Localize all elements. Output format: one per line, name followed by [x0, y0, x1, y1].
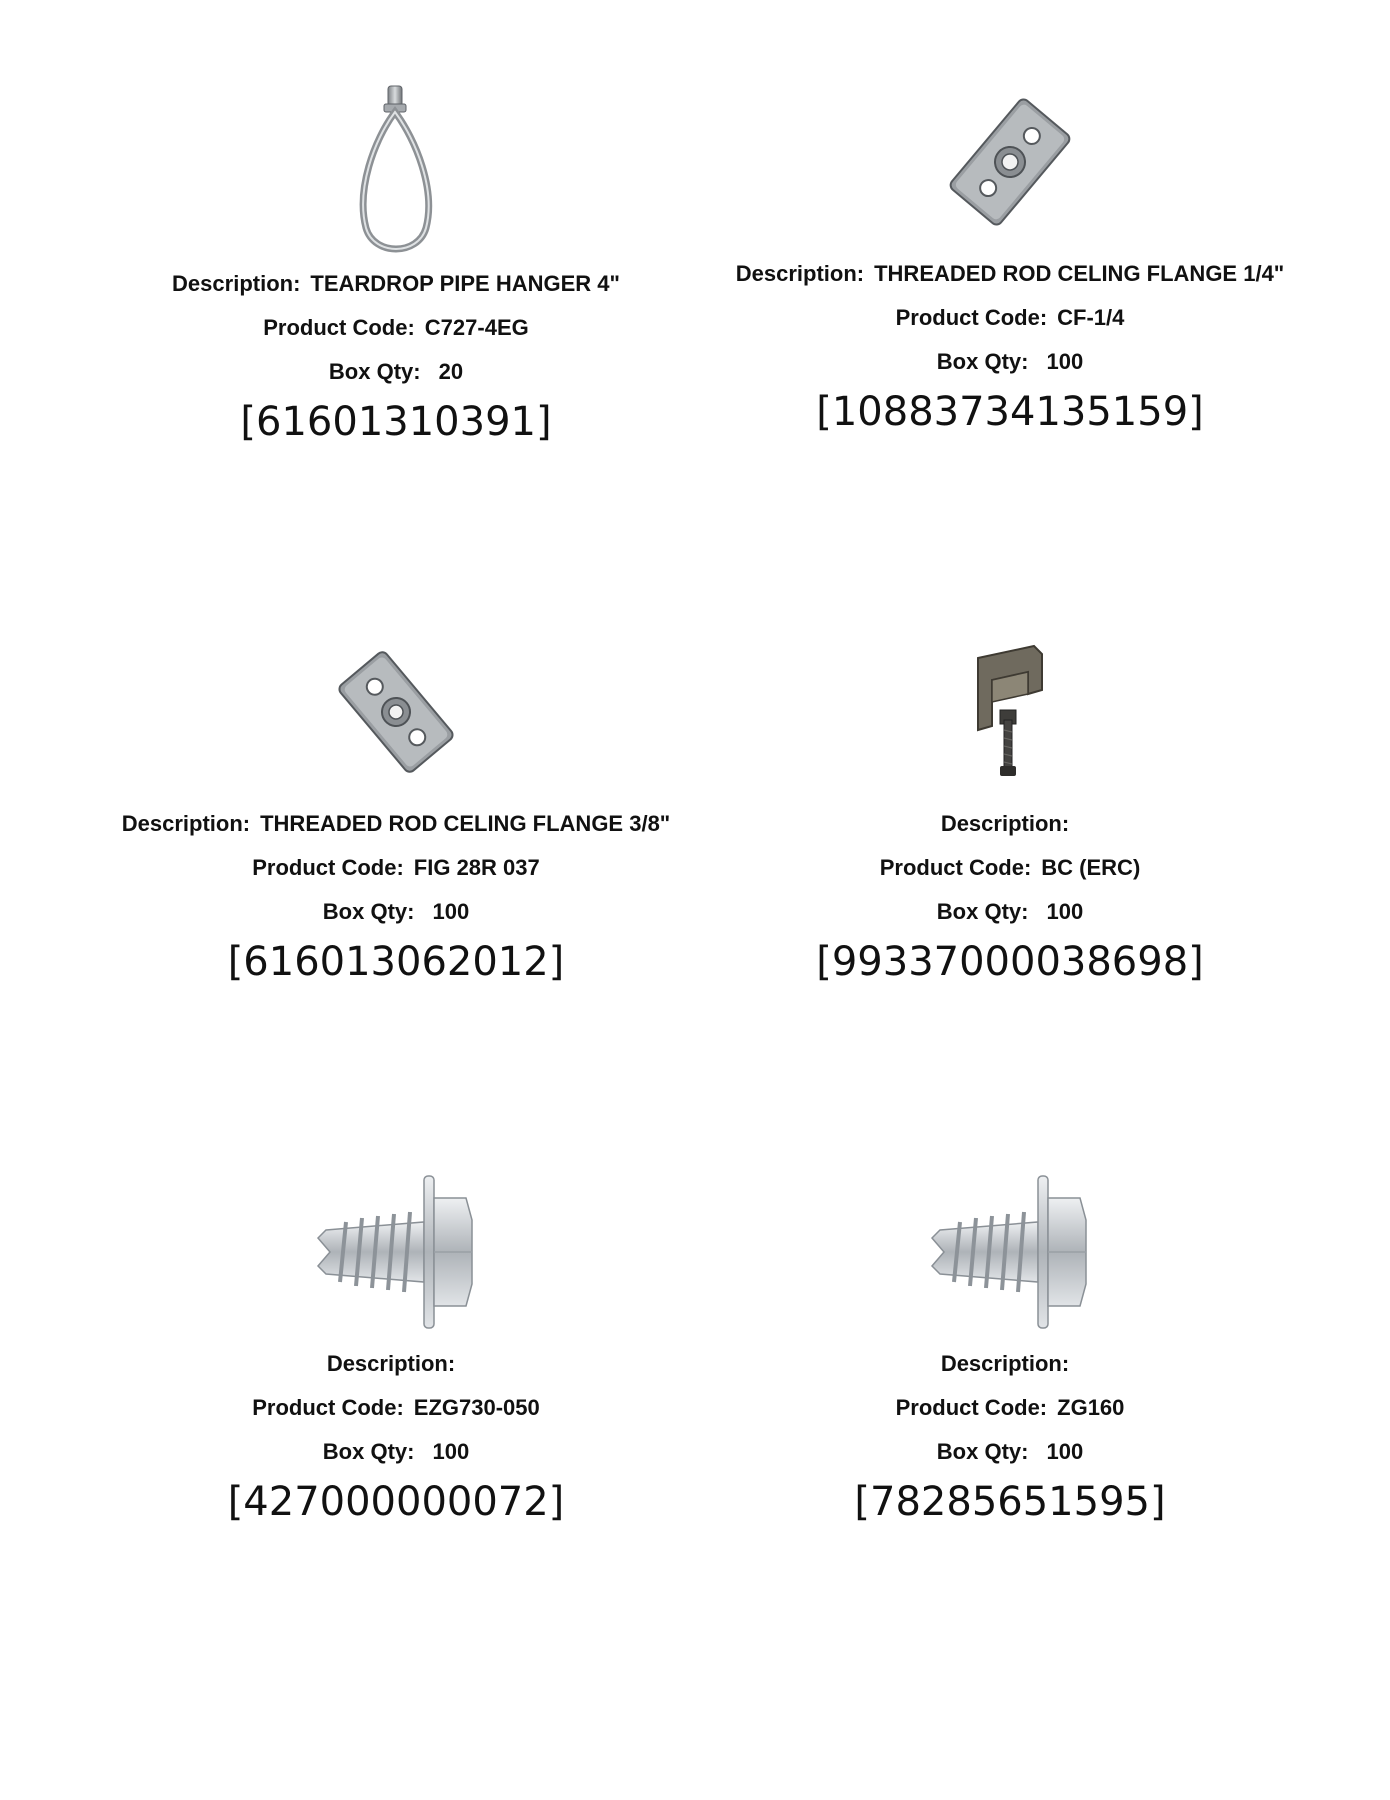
- barcode-number: [616013062012]: [227, 939, 565, 985]
- box-qty-value: 20: [438, 359, 464, 384]
- ceiling-flange-icon: [316, 620, 476, 805]
- box-qty-line: [86, 897, 706, 927]
- product-card: [700, 70, 1320, 437]
- description-label: Description:: [326, 1351, 456, 1376]
- box-qty-line: [86, 1437, 706, 1467]
- box-qty-label: Box Qty:: [328, 359, 421, 384]
- description-line: [86, 809, 706, 839]
- product-code-value: CF-1/4: [1057, 305, 1125, 330]
- box-qty-value: 100: [1046, 899, 1084, 924]
- box-qty-label: Box Qty:: [936, 349, 1029, 374]
- product-code-label: Product Code:: [263, 315, 415, 340]
- product-image: [700, 620, 1320, 805]
- box-qty-value: 100: [1046, 1439, 1084, 1464]
- description-line: [700, 809, 1320, 839]
- barcode-number: [10883734135159]: [816, 389, 1204, 435]
- product-image: [700, 70, 1320, 255]
- description-line: [700, 259, 1320, 289]
- description-line: [86, 1349, 706, 1379]
- box-qty-label: Box Qty:: [936, 1439, 1029, 1464]
- product-code-value: C727-4EG: [424, 315, 529, 340]
- description-line: [86, 269, 706, 299]
- product-card: [86, 80, 706, 447]
- product-card: [700, 1160, 1320, 1527]
- box-qty-line: [700, 1437, 1320, 1467]
- product-code-line: [700, 303, 1320, 333]
- barcode-number: [61601310391]: [240, 399, 552, 445]
- description-label: Description:: [735, 261, 865, 286]
- product-code-line: [700, 1393, 1320, 1423]
- box-qty-value: 100: [432, 899, 470, 924]
- description-value: THREADED ROD CELING FLANGE 1/4": [874, 261, 1285, 286]
- teardrop-hanger-icon: [326, 80, 466, 265]
- product-code-label: Product Code:: [252, 1395, 404, 1420]
- barcode-number: [99337000038698]: [816, 939, 1204, 985]
- box-qty-label: Box Qty:: [936, 899, 1029, 924]
- box-qty-line: [700, 897, 1320, 927]
- description-value: TEARDROP PIPE HANGER 4": [310, 271, 620, 296]
- description-label: Description:: [940, 811, 1070, 836]
- product-image: [86, 80, 706, 265]
- product-card: [86, 1160, 706, 1527]
- product-code-line: [700, 853, 1320, 883]
- product-code-value: BC (ERC): [1041, 855, 1141, 880]
- hex-anchor-screw-icon: [910, 1160, 1110, 1345]
- product-image: [86, 620, 706, 805]
- product-image: [700, 1160, 1320, 1345]
- description-label: Description:: [172, 271, 301, 296]
- barcode-number: [427000000072]: [227, 1479, 565, 1525]
- product-code-label: Product Code:: [895, 1395, 1048, 1420]
- description-label: Description:: [940, 1351, 1070, 1376]
- product-code-value: FIG 28R 037: [413, 855, 540, 880]
- product-code-label: Product Code:: [252, 855, 404, 880]
- box-qty-value: 100: [432, 1439, 470, 1464]
- ceiling-flange-icon: [920, 70, 1100, 255]
- product-card: [700, 620, 1320, 987]
- product-code-line: [86, 313, 706, 343]
- box-qty-label: Box Qty:: [322, 899, 415, 924]
- box-qty-value: 100: [1046, 349, 1084, 374]
- description-value: THREADED ROD CELING FLANGE 3/8": [260, 811, 671, 836]
- product-code-label: Product Code:: [879, 855, 1032, 880]
- barcode-number: [78285651595]: [854, 1479, 1166, 1525]
- product-code-line: [86, 853, 706, 883]
- description-line: [700, 1349, 1320, 1379]
- product-code-line: [86, 1393, 706, 1423]
- box-qty-line: [86, 357, 706, 387]
- product-code-value: ZG160: [1057, 1395, 1125, 1420]
- product-image: [86, 1160, 706, 1345]
- description-label: Description:: [121, 811, 251, 836]
- product-code-value: EZG730-050: [413, 1395, 540, 1420]
- product-code-label: Product Code:: [895, 305, 1048, 330]
- box-qty-line: [700, 347, 1320, 377]
- box-qty-label: Box Qty:: [322, 1439, 415, 1464]
- product-card: [86, 620, 706, 987]
- beam-clamp-icon: [930, 620, 1090, 805]
- hex-anchor-screw-icon: [296, 1160, 496, 1345]
